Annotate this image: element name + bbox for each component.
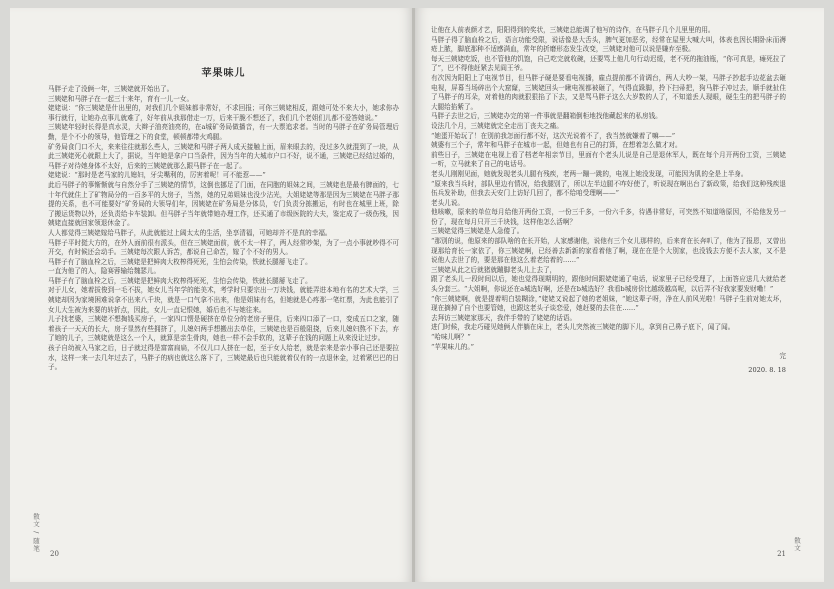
paragraph: 跟了老头儿一段时间以后，她也觉得现期明的，跟他时间跟姥姥通了电话，说家里子已经受理了，上面答应送几大就给老头分套三。“大姐啊，你说还在a城选好啊，还是在b城选好？我看b城房价比越级越高呢，以后弄不好我家要发财嘞！” [431,275,786,294]
paragraph: 有次因为阳阳上了电视节目，但马胖子硬是要看电视播，雇点提前都不肯调台，两人大吵一架，马胖子抄起手边花盆去砸电视，屏幕当场碎出个大窟窿，三姨姥回头一瞅电视都被砸了，气得直跺脚，拎下扫帚把，狗马胖子冲过去，顺手就扯住了马胖子的耳朵，对着他的肉就狠狠掐了下去，又是骂马胖子这么大岁数的人了，不知道丢人现眼，硬生生的把马胖子的大腿给掐紫了。 [431,73,786,111]
paragraph: 马胖子有了脑血栓之后，三姨姥是把鲜肉大枚榨得死死，生怕会传染，铁就长腿掰飞走了。 [48,276,312,285]
paragraph: 设法几个月，三姨姥就完全走出丁丧夫之痛。 [431,121,563,130]
paragraph: 马胖子有了脑血栓之后，三姨姥是把鲜肉大枚榨得死死，生怕会传染，铁就长腿掰飞走了。 [48,257,312,266]
paragraph: “哈味儿啊？” [431,333,471,341]
right-page [415,8,824,582]
left-page [10,8,413,582]
paragraph: 他咳嗽，原来的单位每月给他开两份工资，一份三千多，一份六千多，待遇非常好，可突然不知道啥原因，不给他发另一份了，现在每月只开三千块钱，这样他怎么活啊？ [431,208,786,226]
paragraph: 每天三姨姥吃饭，也不管他的饥饱，自己吃完就收碗，还要骂上他几句行动迟缓，老不死的拖油瓶，“你可真是，瘫死拉了了”，巴不得他赶紧去见阎王爷。 [431,54,786,73]
paragraph: 马胖子走了没俩一年，三姨姥就开始出了。 [48,85,174,93]
left-page-body [48,85,399,373]
paragraph: 姥姥说：“那时是老马家的儿媳妇，牙尖嘴利的，厉害着呢！可不能惹——” [48,171,266,180]
paragraph: “那别的说，他原来的部队啥的在长开始，人家感谢他，说他有三个女儿那样的，后来育在长奔叭了，他为了报恩，又曾出现那给育长一家依了，你三姨姥啊，已经善去新新的家看着他了啊，现在在是个大别家，也没钱去方便不去人家，又不是说他人去世了的，要是那在他这么着老给着的……” [431,237,786,265]
paragraph: 姥姥说：“你三姨姥是什出里的，对我们几个姐妹都非常好，不求回报；可你三姨姥相反，跟她可处不来大小，她求你办事行就行，让她办点事儿就难了，好年前从我那借走一万，后来干脆不想还了，我们几个老姐们儿都不爱答她说。” [48,104,399,122]
paragraph: 三姨姥年轻时长得是真水灵，大辫子油亮油亮的，在a城矿务局做播音，有一大票追求者。当时的马胖子在矿务局管理后勤，是个不小的领导，他管理之下的食堂，顿顿都带火鸡腿。 [48,123,399,141]
paragraph: “原来我当兵时，部队里边有情况，给我腿别了，所以左半边腿不咋好使了，听说现在啊出台了新政策，给我们这种残疾退伍兵发补助，但我去天安门上访好几回了，都不给咱受理啊——” [431,179,786,198]
article-title: 苹果味儿 [201,68,246,79]
paragraph: “苹果味儿的。” [431,342,475,351]
left-side-label: 散文 / 随笔 [32,512,40,552]
right-page-body [431,26,786,352]
paragraph: 马胖子平时挺大方的，在外人面前很有派头，但在三姨姥面前，就不太一样了，两人经常吵架，为了一点小事就吵得不可开交，有时候还会动手。三姨姥每次跟人诉苦，都说自己命苦，嫁了个不好的男人。 [48,238,399,257]
paragraph: 人人都觉得三姨姥嫁给马胖子，从此就能过上阔太太的生活，坐享清福，可她却并不是真的幸福。 [48,228,332,237]
paragraph: 姨婆有三个子，常年和马胖子在城市一起，但她也有自己的打算，在想着怎么做才对。 [431,141,682,150]
right-side-label: 散文 [793,537,801,552]
paragraph: 三姨姥从此之后就猪就蹦脚老头儿上去了， [431,265,557,274]
article-date: 2020. 8. 18 [748,365,786,374]
paragraph: 马胖子得了脑血栓之后，语言功能受限，说话像是大舌头，脾气更加恶劣，经常在屋里大喊大叫，体表也因长期卧床而褥疮上脓，脚底那种不适感满血，常年的折磨形态发生改变，三姨姥对他可以说是嫌弃至极。 [431,35,786,54]
paragraph: 矿务局食门口不大，来来往往就那么些人，三姨姥和马胖子两人成天接触上面，眉来眼去的，没过多久就混到了一块，从此三姨姥死心就跟上大了，据说，当年她是拿户口当条件，因为当年的大城市户口不好，说不通，三姨姥已经结过婚的，马胖子对待她身体不太好，后来的三姨姥就那么跟马胖子在一起了。 [48,142,399,170]
paragraph: 对于儿女，她着拔俊到一毛不拔，她女儿当年学的能美术，考学时只要宗出一万块钱，就能弄进本地有名的艺术大学，三姨姥却因为家境困难说拿不出来八千块，就是一口气拿不出来，他是姐妹有名，但她就是心疼那一笔红票，为此也能引了女儿大生被为来要的转折点，因此，女儿一直记恨她，婚后也不与她往来。 [48,286,399,314]
ending-mark: 完 [779,352,786,361]
paragraph: 三姨姥和马胖子在一起三十来年，育有一儿一女。 [48,94,194,103]
paragraph: “你三姨姥啊，就是提着明白装糊涂，”姥姥又说起了她的老姐妹，“她这辈子呀，净在人前风光啦！马胖子生前对她太坏，现在摘掉了自个也要管她，也跟这老头子谈恋爱，她赶要的去住在……” [431,294,786,313]
left-page-number: 20 [50,550,59,558]
paragraph: 此后马胖子的事惭惭就与自然分手了三姨姥的情节，这倒也挪足了门面，在同胞的姐妹之间，三姨姥也是最有脾面的，七十年代就住上了矿物局分的一百多平的大房子，当然，她的兄弟姐妹也没少沾光，大姐姥姥等那是因为三姨姥在马胖子那提的关系，也不可能要好“矿务局的大领导们年，因姨姥在矿务局是分体员，专门负责分拣搬运，有时也在城里上班，除了搬运货物以外，还负责给卡车装卸。但马胖子当年就带她办理工作，还买通了市级医院的大夫，鉴定成了一级伤残，因姨姥直接就回家领退休金了。 [48,180,399,228]
paragraph: 孩子自幼被入马家之后，日子就过得是富富扁扁，不仅儿口人挤在一起，至于女人给老，就是亲来是亲小事自己还是要拉水，这样一来一去几年过去了，马胖子的病也就这么落下了，三姨姥最后也只能就着仅有的一点退休金，过着紧巴巴的日子。 [48,344,399,372]
paragraph: 去拜访三姨姥家那天，我伴手带的了姥姥的话语。 [431,313,577,322]
paragraph: “她蛋开始玩了！在别前我怎面行都不好，这次光说着不了，我当然就嫌着了嘛——” [431,131,676,140]
paragraph: 儿子找老婆，三姨姥不想掏钱买房子，一家四口愣是硬挤在单位分的老房子里住，后来四口添了一口，变成五口之家，随着孩子一天天的长大，房子显然有些拥挤了，儿媳妇两手想搬出去单住，三姨姥也是百般阻挠，后来儿媳妇熬不下去，弃了她的儿子，三姨姥就是这么一个人，就算是亲生骨肉，她也一样不会手软的，这辈子在钱的问题上从来没让过步。 [48,315,399,343]
paragraph: 马胖子去世之后，三姨姥办完的第一件事就是翻箱倒柜地找他藏起来的私房钱。 [431,112,662,121]
paragraph: 进门时候，我走巧碰见她俩人伴躺在床上，老头儿突然被三姨姥的脚下儿，拿到自己鼻子底下，闻了闻。 [431,323,735,332]
paragraph: 让他在人前表颜才艺，阳阳得到的奖状，三姨姥总能调了他写的诗作，在马胖子几个儿里里的用。 [431,26,715,34]
paragraph: 三姨姥觉得三姨姥是人急傻了。 [431,227,524,236]
right-page-number: 21 [777,550,786,558]
paragraph: 老头儿刚刚见面，她就发现老头儿腿有残疾，老两一蹦一跳的，电视上她没发现，可能因为肌的全是上半身。 [431,169,748,178]
paragraph: 老头儿说。 [431,198,464,207]
paragraph: 一直为他了的人，隐赛蓉输给魏瑟儿。 [48,267,161,276]
paragraph: 前些日子，三姨姥在电视上看了档老年相亲节目，里面有个老头儿说是自己是退休军人，既在每个月开两份工资，三姨姥一听，立马就来了自己的电话号。 [431,150,786,169]
